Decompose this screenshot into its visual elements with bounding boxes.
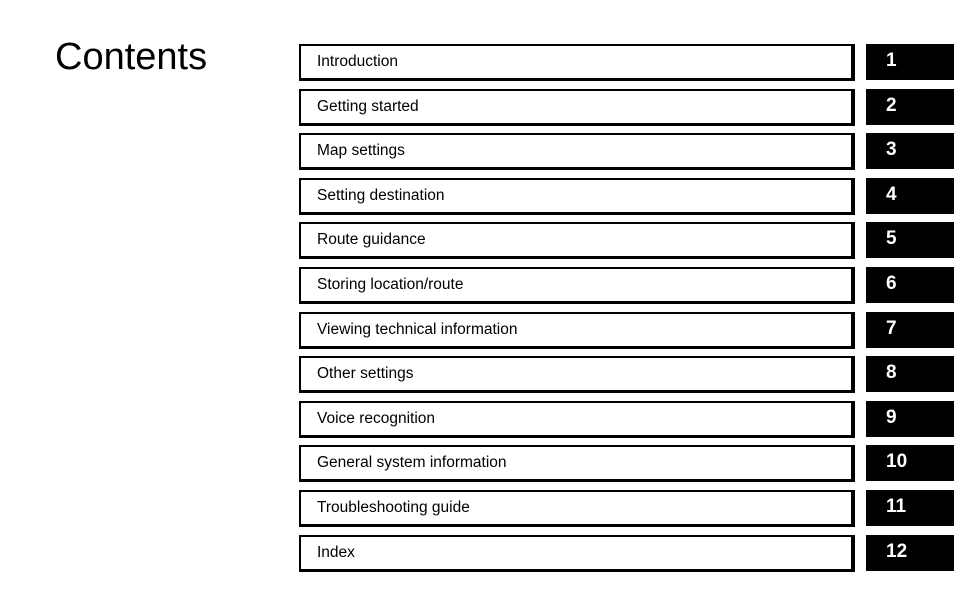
chapter-number: 10 [886, 451, 908, 473]
toc-label-box[interactable] [299, 401, 855, 438]
toc-item-troubleshooting-guide[interactable] [299, 490, 954, 526]
toc-label: Index [317, 543, 355, 561]
toc-item-voice-recognition[interactable] [299, 401, 954, 437]
chapter-tab[interactable] [866, 89, 954, 125]
toc-item-introduction[interactable] [299, 44, 954, 80]
chapter-number: 11 [886, 495, 907, 517]
toc-item-setting-destination[interactable] [299, 178, 954, 214]
chapter-number: 4 [886, 183, 897, 205]
chapter-tab[interactable] [866, 267, 954, 303]
chapter-number: 12 [886, 540, 908, 562]
toc-label-box[interactable] [299, 490, 855, 527]
toc-label-box[interactable] [299, 356, 855, 393]
toc-label: Getting started [317, 97, 419, 115]
toc-label: General system information [317, 454, 507, 472]
chapter-tab[interactable] [866, 178, 954, 214]
toc-label: Voice recognition [317, 409, 436, 427]
chapter-tab[interactable] [866, 445, 954, 481]
toc-item-getting-started[interactable] [299, 89, 954, 125]
toc-label-box[interactable] [299, 445, 855, 482]
toc-label-box[interactable] [299, 89, 855, 126]
toc-list [299, 44, 954, 579]
chapter-tab[interactable] [866, 490, 954, 526]
chapter-number: 8 [886, 362, 897, 384]
chapter-tab[interactable] [866, 44, 954, 80]
toc-label-box[interactable] [299, 535, 855, 572]
chapter-number: 7 [886, 317, 897, 339]
chapter-number: 1 [886, 50, 897, 71]
toc-label: Setting destination [317, 186, 445, 204]
toc-item-other-settings[interactable] [299, 356, 954, 392]
toc-label: Map settings [317, 142, 405, 160]
toc-label: Introduction [317, 53, 398, 70]
chapter-tab[interactable] [866, 535, 954, 571]
toc-label-box[interactable] [299, 133, 855, 170]
chapter-number: 5 [886, 228, 897, 250]
chapter-tab[interactable] [866, 356, 954, 392]
chapter-number: 6 [886, 272, 897, 294]
toc-label-box[interactable] [299, 178, 855, 215]
toc-item-general-system-information[interactable] [299, 445, 954, 481]
page-title: Contents [55, 36, 208, 78]
chapter-number: 3 [886, 139, 897, 161]
toc-item-map-settings[interactable] [299, 133, 954, 169]
toc-label-box[interactable] [299, 267, 855, 304]
toc-label: Troubleshooting guide [317, 498, 470, 516]
chapter-number: 9 [886, 406, 897, 428]
toc-label-box[interactable] [299, 44, 855, 81]
toc-label-box[interactable] [299, 312, 855, 349]
toc-item-route-guidance[interactable] [299, 222, 954, 258]
toc-item-viewing-technical-information[interactable] [299, 312, 954, 348]
toc-label-box[interactable] [299, 222, 855, 259]
chapter-tab[interactable] [866, 222, 954, 258]
toc-item-storing-location-route[interactable] [299, 267, 954, 303]
chapter-tab[interactable] [866, 401, 954, 437]
chapter-tab[interactable] [866, 133, 954, 169]
chapter-tab[interactable] [866, 312, 954, 348]
toc-item-index[interactable] [299, 535, 954, 571]
toc-label: Viewing technical information [317, 320, 518, 338]
toc-label: Route guidance [317, 231, 426, 249]
chapter-number: 2 [886, 94, 897, 116]
toc-label: Storing location/route [317, 275, 464, 293]
toc-label: Other settings [317, 365, 414, 383]
